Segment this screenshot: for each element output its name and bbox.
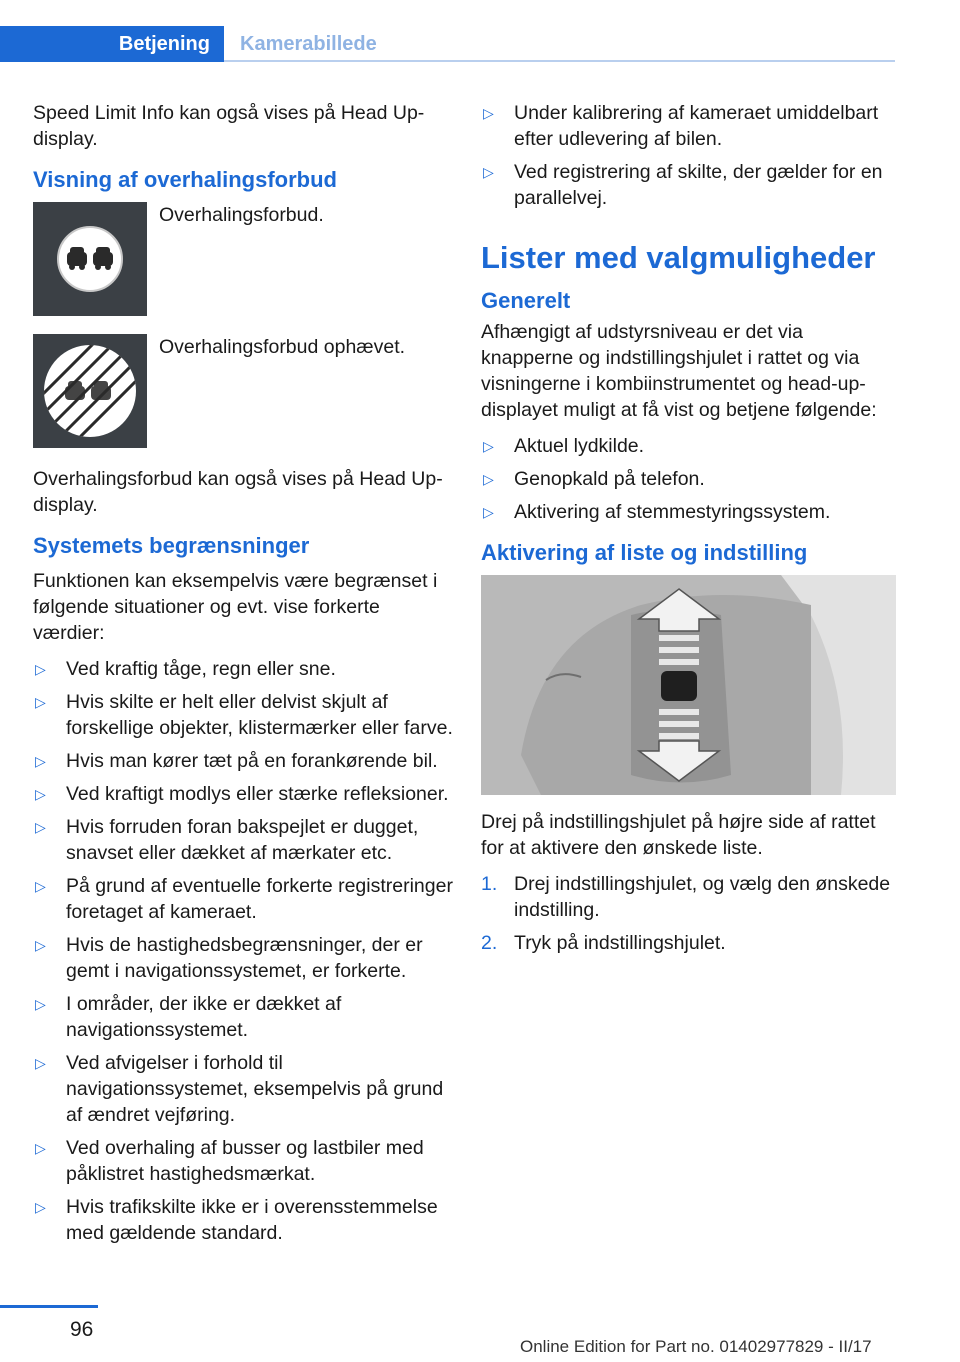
chapter-title: Lister med valgmuligheder [481, 240, 876, 275]
step-text: Tryk på indstillingshjulet. [514, 932, 726, 954]
list-item: ▷ Ved registrering af skilte, der gælder for en parallelvej. [481, 159, 896, 211]
step-text: Drej indstillingshjulet, og vælg den ønskede indstilling. [514, 873, 891, 921]
steps-list [481, 871, 896, 956]
general-text: Afhængigt af udstyrsniveau er det via knapperne og indstillingshjulet i rattet og via visningerne i kombiinstrumentet og head-up-displayet muligt at få vist og betjene følgende: [481, 321, 877, 421]
sign-caption-no-overtaking: Overhalingsforbud. [159, 204, 324, 226]
intro-text: Speed Limit Info kan også vises på Head Up-display. [33, 102, 425, 150]
header-tabs [0, 26, 895, 62]
overtaking-ended-sign-image [33, 334, 147, 448]
list-item: ▷ Hvis forruden foran bakspejlet er dugget, snavset eller dækket af mærkater etc. [33, 814, 453, 866]
section-title-overtaking: Visning af overhalingsforbud [33, 167, 337, 192]
left-column [33, 100, 453, 1254]
step-number: 1. [481, 873, 498, 895]
list-item [481, 930, 896, 956]
list-item [481, 871, 896, 923]
page-number: 96 [70, 1318, 94, 1341]
sign-row-overtaking-ended [33, 334, 453, 448]
limitations-list-continued [481, 100, 896, 211]
hud-note: Overhalingsforbud kan også vises på Head Up-display. [33, 468, 443, 516]
list-item: ▷ Aktivering af stemmestyringssystem. [481, 499, 896, 525]
steering-wheel-image [481, 575, 896, 795]
no-overtaking-sign-image [33, 202, 147, 316]
tab-betjening[interactable]: Betjening [0, 26, 224, 62]
right-column [481, 100, 896, 964]
list-item: ▷ Hvis trafikskilte ikke er i overensstemmelse med gældende standard. [33, 1194, 453, 1246]
list-item: ▷ Ved afvigelser i forhold til navigationssystemet, eksempelvis på grund af ændret vejføring. [33, 1050, 453, 1128]
list-item: ▷ På grund af eventuelle forkerte registreringer foretaget af kameraet. [33, 873, 453, 925]
list-item: ▷ Under kalibrering af kameraet umiddelbart efter udlevering af bilen. [481, 100, 896, 152]
section-title-limitations: Systemets begrænsninger [33, 533, 310, 558]
tab-divider [224, 60, 895, 62]
list-item: ▷ I områder, der ikke er dækket af navigationssystemet. [33, 991, 453, 1043]
list-item: ▷ Hvis man kører tæt på en forankørende bil. [33, 748, 453, 774]
list-item: ▷ Aktuel lydkilde. [481, 433, 896, 459]
general-list [481, 433, 896, 525]
step-number: 2. [481, 932, 498, 954]
footer-accent-line [0, 1305, 98, 1308]
section-title-activation: Aktivering af liste og indstilling [481, 540, 808, 565]
edition-text: Online Edition for Part no. 01402977829 - II/17 [520, 1337, 872, 1356]
tab-kamerabillede[interactable]: Kamerabillede [240, 33, 377, 55]
limitations-list [33, 656, 453, 1246]
list-item: ▷ Genopkald på telefon. [481, 466, 896, 492]
list-item: ▷ Hvis de hastighedsbegrænsninger, der er gemt i navigationssystemet, er forkerte. [33, 932, 453, 984]
list-item: ▷ Ved overhaling af busser og lastbiler med påklistret hastighedsmærkat. [33, 1135, 453, 1187]
list-item: ▷ Hvis skilte er helt eller delvist skjult af forskellige objekter, klistermærker eller farve. [33, 689, 453, 741]
list-item: ▷ Ved kraftigt modlys eller stærke refleksioner. [33, 781, 453, 807]
wheel-caption: Drej på indstillingshjulet på højre side af rattet for at aktivere den ønskede liste. [481, 811, 876, 859]
subsection-title-general: Generelt [481, 288, 571, 313]
limitations-intro: Funktionen kan eksempelvis være begrænset i følgende situationer og evt. vise forkerte værdier: [33, 570, 438, 644]
list-item: ▷ Ved kraftig tåge, regn eller sne. [33, 656, 453, 682]
sign-row-no-overtaking [33, 202, 453, 316]
sign-caption-overtaking-ended: Overhalingsforbud ophævet. [159, 336, 406, 358]
